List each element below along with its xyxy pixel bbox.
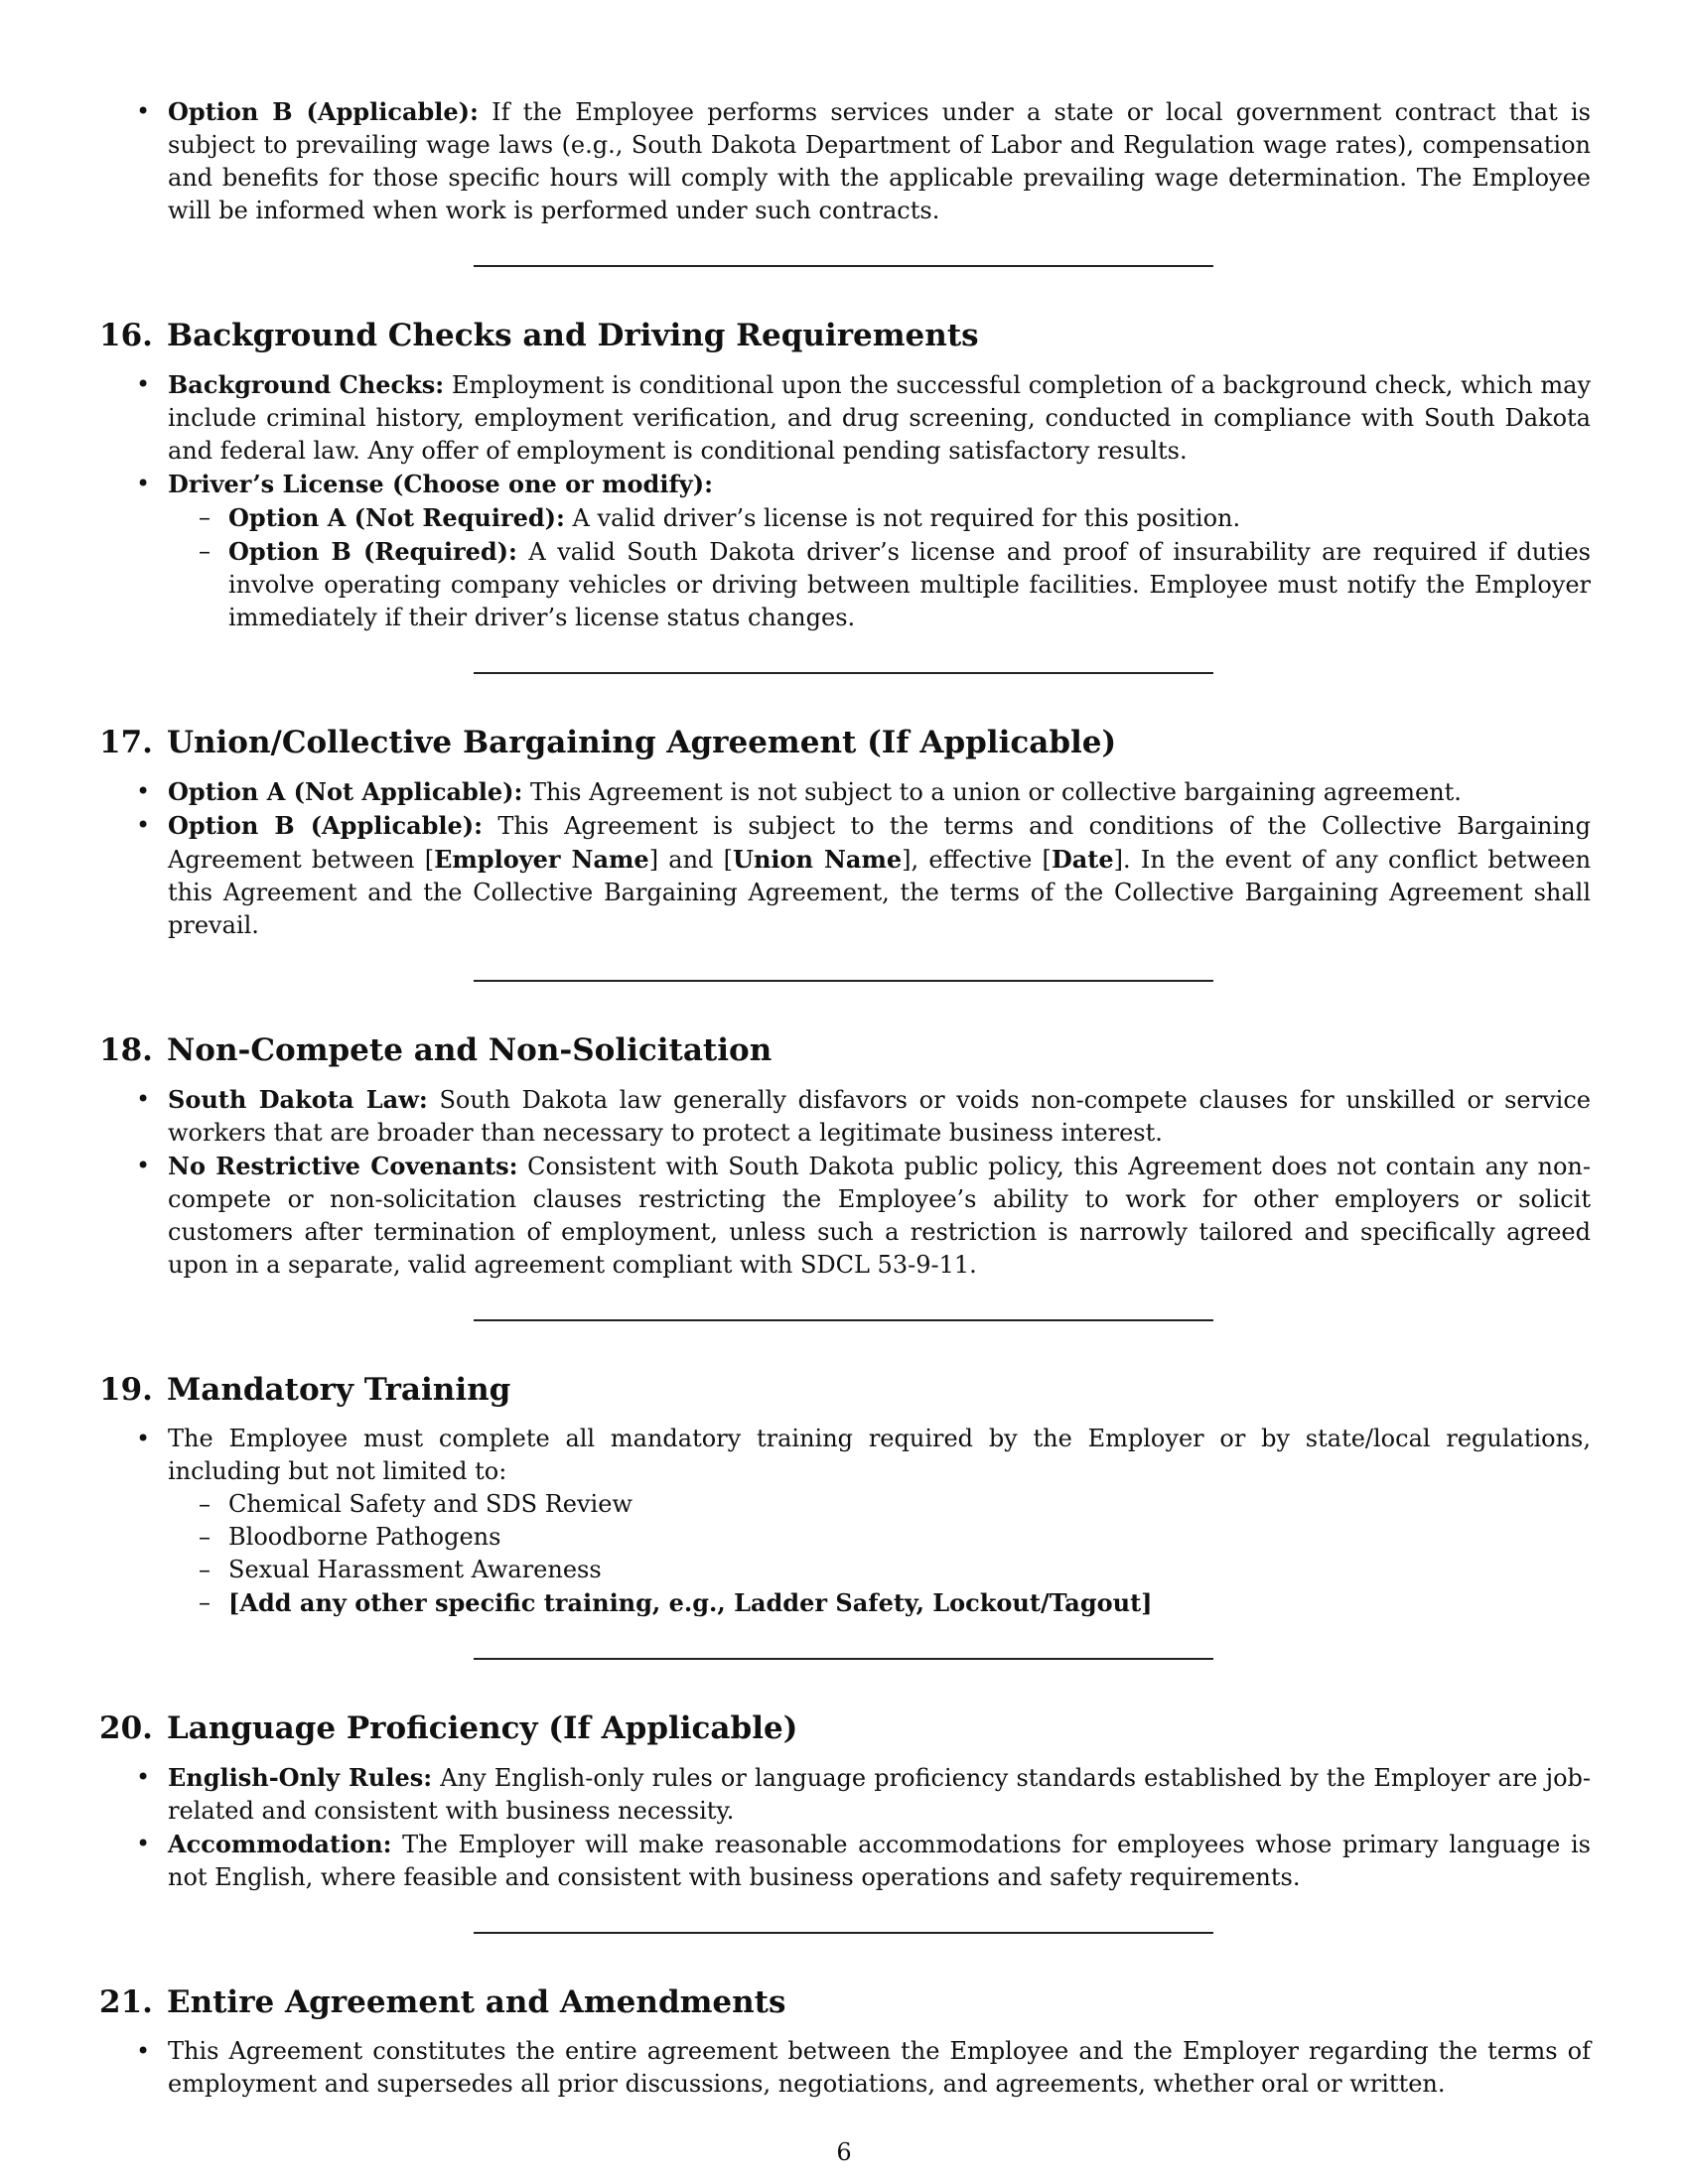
placeholder-training: [Add any other specific training, e.g., Ladder Safety, Lockout/Tagout] (228, 1588, 1153, 1617)
item-label: Background Checks: (168, 370, 445, 399)
item-text: This Agreement constitutes the entire agreement between the Employee and the Employer regarding the terms of employment and supersedes all prior discussions, negotiations, and agreements, whether oral or written. (168, 2037, 1591, 2098)
section-divider (474, 265, 1213, 267)
section-list (99, 775, 1591, 942)
section-list (99, 1423, 1591, 1620)
item-label: No Restrictive Covenants: (168, 1152, 518, 1180)
section-list (99, 368, 1591, 634)
training-item-extra (168, 1586, 1591, 1620)
section-divider (474, 672, 1213, 674)
placeholder-union-name: Union Name (733, 845, 903, 874)
option-text: If the Employee performs services under a state or local government contract that is subject to prevailing wage laws (e.g., South Dakota Department of Labor and Regulation wage rates), compensation and benefits for those specific hours will comply with the applicable prevailing wage determination. The Employee will be informed when work is performed under such contracts. (168, 98, 1591, 224)
item-label: Option B (Required): (228, 537, 517, 566)
placeholder-employer-name: Employer Name (434, 845, 649, 874)
section-number: 21. (99, 1984, 153, 2020)
section-divider (474, 980, 1213, 982)
section-heading (99, 1371, 1591, 1409)
section-21 (99, 1983, 1591, 2101)
section-heading (99, 1031, 1591, 1069)
sub-list (168, 501, 1591, 634)
sub-list-item (168, 535, 1591, 634)
section-divider (474, 1932, 1213, 1934)
section-divider (474, 1658, 1213, 1660)
section-20 (99, 1709, 1591, 1894)
item-text: A valid driver’s license is not required for this position. (572, 504, 1241, 532)
list-item (99, 1083, 1591, 1150)
section-number: 16. (99, 318, 153, 353)
list-item (99, 368, 1591, 468)
section-heading (99, 1983, 1591, 2021)
list-item (99, 95, 1591, 227)
placeholder-date: Date (1051, 845, 1114, 874)
item-label: South Dakota Law: (168, 1085, 428, 1114)
list-item (99, 1150, 1591, 1282)
training-item: – Chemical Safety and SDS Review (168, 1488, 1591, 1521)
section-title: Non-Compete and Non-Solicitation (166, 1032, 773, 1068)
section-list (99, 1761, 1591, 1894)
item-label: Option A (Not Applicable): (168, 777, 523, 806)
training-item: – Sexual Harassment Awareness (168, 1554, 1591, 1586)
section-heading (99, 317, 1591, 354)
item-text: Consistent with South Dakota public policy, this Agreement does not contain any non-compete or non-solicitation clauses restricting the Employee’s ability to work for other employers or solicit customers after termination of employment, unless such a restriction is narrowly tailored and specifically agreed upon in a separate, valid agreement compliant with SDCL 53-9-11. (168, 1153, 1591, 1279)
item-text: A valid South Dakota driver’s license and proof of insurability are required if duties involve operating company vehicles or driving between multiple facilities. Employee must notify the Employer immediately if their driver’s license status changes. (228, 538, 1591, 631)
section-number: 17. (99, 725, 153, 760)
section-list (99, 2035, 1591, 2101)
item-label: English-Only Rules: (168, 1763, 433, 1792)
option-label: Option B (Applicable): (168, 97, 479, 126)
item-label: Accommodation: (168, 1830, 392, 1858)
training-list (168, 1488, 1591, 1620)
section-16 (99, 317, 1591, 634)
item-label: Option A (Not Required): (228, 503, 565, 532)
item-text: The Employer will make reasonable accommodations for employees whose primary language is not English, where feasible and consistent with business operations and safety requirements. (168, 1831, 1591, 1891)
section-divider (474, 1319, 1213, 1321)
section-title: Mandatory Training (166, 1372, 511, 1408)
section-18 (99, 1031, 1591, 1282)
item-text: Any English-only rules or language proficiency standards established by the Employer are job-related and consistent with business necessity. (168, 1764, 1591, 1825)
item-text: Employment is conditional upon the successful completion of a background check, which may include criminal history, employment verification, and drug screening, conducted in compliance with South Dakota and federal law. Any offer of employment is conditional pending satisfactory results. (168, 371, 1591, 465)
section-heading (99, 1709, 1591, 1747)
intro-list (99, 95, 1591, 227)
list-item (99, 809, 1591, 942)
section-title: Language Proficiency (If Applicable) (166, 1710, 798, 1746)
item-text: ] and [ (648, 846, 734, 874)
list-item (99, 468, 1591, 634)
item-text: The Employee must complete all mandatory training required by the Employer or by state/local regulations, including but not limited to: (168, 1425, 1591, 1485)
item-text: South Dakota law generally disfavors or voids non-compete clauses for unskilled or service workers that are broader than necessary to protect a legitimate business interest. (168, 1086, 1591, 1147)
section-heading (99, 724, 1591, 761)
list-item (99, 775, 1591, 809)
section-number: 18. (99, 1032, 153, 1068)
list-item (99, 1828, 1591, 1894)
sub-list-item (168, 501, 1591, 535)
page-number: 6 (836, 2138, 852, 2166)
item-text: ], effective [ (902, 846, 1052, 874)
section-17 (99, 724, 1591, 942)
section-number: 20. (99, 1710, 153, 1746)
section-list (99, 1083, 1591, 1282)
section-title: Union/Collective Bargaining Agreement (If Applicable) (166, 725, 1117, 760)
document-page (99, 95, 1591, 2101)
item-label: Option B (Applicable): (168, 811, 484, 840)
section-number: 19. (99, 1372, 153, 1408)
section-title: Entire Agreement and Amendments (166, 1984, 786, 2020)
section-19 (99, 1371, 1591, 1620)
training-item: – Bloodborne Pathogens (168, 1521, 1591, 1554)
list-item (99, 1423, 1591, 1620)
list-item (99, 1761, 1591, 1828)
item-text: ]. In the event of any conflict between this Agreement and the Collective Bargaining Agreement, the terms of the Collective Bargaining Agreement shall prevail. (168, 846, 1592, 939)
list-item (99, 2035, 1591, 2101)
section-title: Background Checks and Driving Requirements (166, 318, 979, 353)
item-text: This Agreement is subject to the terms and conditions of the Collective Bargaining Agreement between [ (168, 812, 1591, 874)
item-text: This Agreement is not subject to a union or collective bargaining agreement. (530, 778, 1462, 806)
item-label: Driver’s License (Choose one or modify): (168, 470, 713, 498)
